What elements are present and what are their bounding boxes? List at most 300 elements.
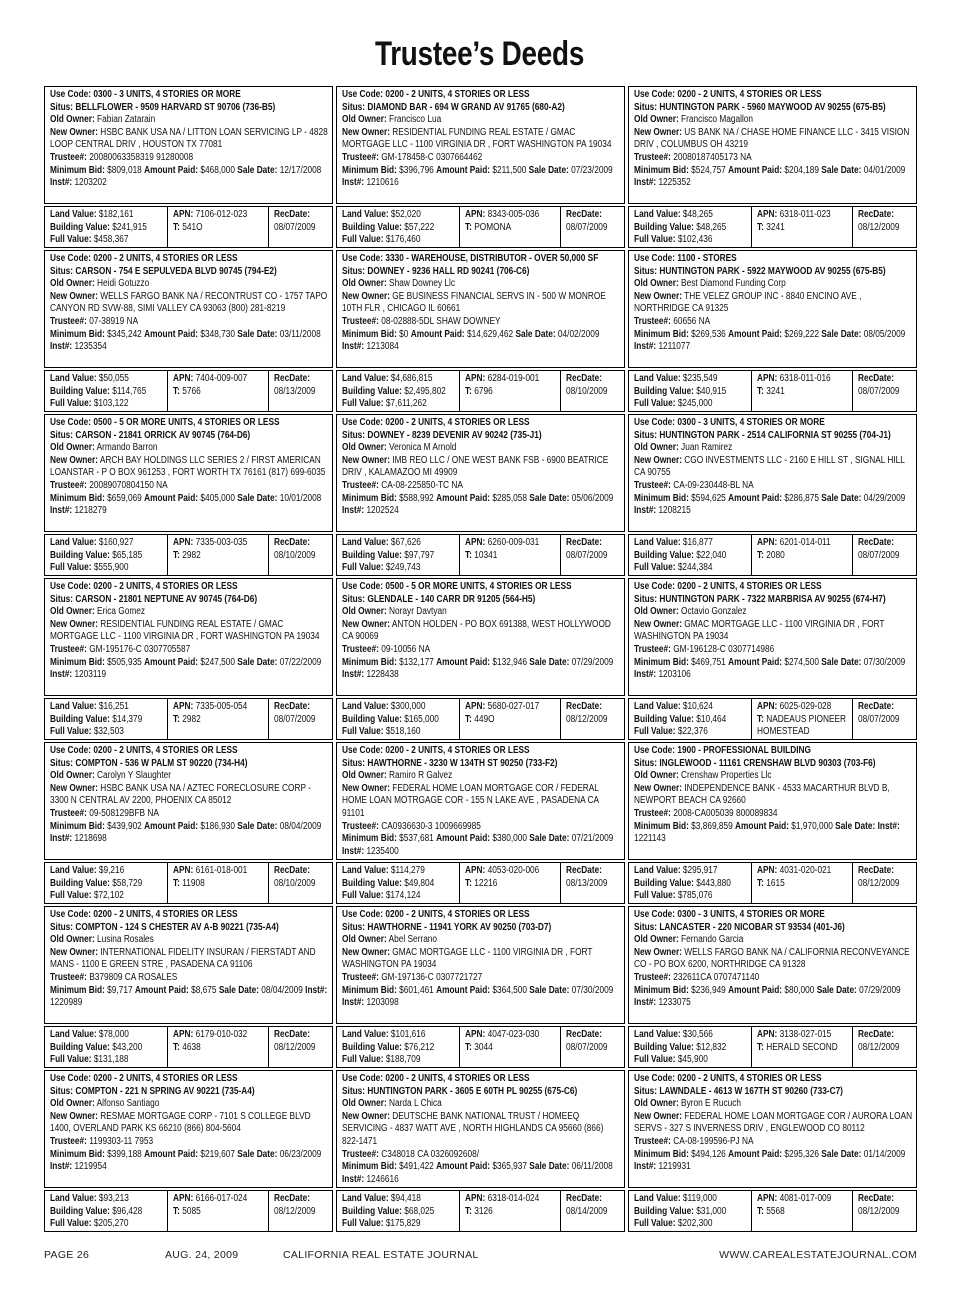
- building-value-label: Building Value:: [634, 1041, 694, 1053]
- inst-label: Inst#:: [634, 1161, 657, 1173]
- trustee-line: [634, 480, 913, 493]
- old-owner-line: [634, 934, 913, 947]
- land-value-line: [342, 373, 457, 386]
- new-owner-label: New Owner:: [50, 1110, 98, 1122]
- building-value-label: Building Value:: [634, 713, 694, 725]
- sale-date-value: 07/30/2009: [571, 984, 614, 996]
- old-owner-label: Old Owner:: [50, 278, 95, 290]
- trustee-value: 20089070804150 NA: [89, 479, 168, 491]
- apn-line: [465, 209, 558, 222]
- use-code-line: [342, 253, 621, 266]
- apn-label: APN:: [757, 537, 778, 548]
- apn-value: 6284-019-001: [487, 373, 540, 384]
- situs-value: HUNTINGTON PARK - 3605 E 60TH PL 90255 (675-C6): [367, 1085, 578, 1097]
- situs-label: Situs:: [50, 101, 74, 113]
- recdate-cell: [269, 207, 332, 247]
- minimum-bid-value: $399,188: [107, 1148, 142, 1160]
- apn-cell: [460, 207, 561, 247]
- apn-cell: [752, 535, 853, 575]
- old-owner-line: [634, 442, 913, 455]
- land-value-label: Land Value:: [342, 373, 389, 384]
- recdate-value: 08/07/2009: [566, 549, 608, 561]
- situs-line: [634, 266, 913, 279]
- apn-cell: [752, 207, 853, 247]
- t-line: [757, 878, 850, 891]
- use-code-line: [634, 1073, 913, 1086]
- sale-info-line: [50, 657, 329, 682]
- apn-label: APN:: [465, 1029, 486, 1040]
- apn-value: 7335-003-035: [195, 537, 248, 548]
- amount-paid-label: Amount Paid:: [436, 492, 491, 504]
- full-value-line: [634, 890, 749, 903]
- deed-details-text: [634, 253, 913, 354]
- building-value-line: [342, 878, 457, 891]
- trustee-line: [342, 152, 621, 165]
- apn-label: APN:: [173, 1193, 194, 1204]
- recdate-label: RecDate:: [566, 1029, 602, 1040]
- sale-date-label: Sale Date:: [528, 164, 569, 176]
- minimum-bid-value: $594,625: [691, 492, 726, 504]
- full-value: $205,270: [93, 1218, 129, 1230]
- trustee-line: [342, 644, 621, 657]
- situs-line: [50, 922, 329, 935]
- full-value-line: [342, 890, 457, 903]
- inst-value: 1203106: [658, 669, 691, 681]
- trustee-line: [634, 644, 913, 657]
- deed-record: [44, 578, 333, 740]
- use-code-line: [634, 89, 913, 102]
- deed-details-box: [628, 414, 917, 532]
- trustee-label: Trustee#:: [342, 479, 379, 491]
- situs-value: LAWNDALE - 4613 W 167TH ST 90260 (733-C7): [659, 1085, 843, 1097]
- recdate-value: 08/12/2009: [274, 1205, 316, 1217]
- trustee-line: [50, 808, 329, 821]
- situs-value: HUNTINGTON PARK - 5922 MAYWOOD AV 90255 (675-B5): [659, 265, 886, 277]
- situs-label: Situs:: [634, 429, 658, 441]
- amount-paid-value: $295,326: [784, 1148, 819, 1160]
- recdate-value: 08/07/2009: [274, 713, 316, 725]
- land-value: $295,917: [682, 865, 718, 876]
- minimum-bid-value: $491,422: [399, 1161, 434, 1173]
- page-header: [0, 35, 960, 73]
- deed-details-text: [342, 1073, 621, 1186]
- use-code-label: Use Code:: [50, 1073, 92, 1084]
- inst-value: 1203202: [74, 177, 107, 189]
- trustee-value: 07-38919 NA: [89, 315, 139, 327]
- use-code-line: [634, 253, 913, 266]
- use-code-label: Use Code:: [634, 909, 676, 920]
- inst-value: 1220989: [50, 997, 83, 1009]
- old-owner-line: [342, 934, 621, 947]
- minimum-bid-label: Minimum Bid:: [342, 164, 397, 176]
- column-middle: [336, 86, 625, 1234]
- full-value-label: Full Value:: [342, 562, 384, 574]
- apn-value: 4047-023-030: [487, 1029, 540, 1040]
- inst-value: 1246616: [366, 1173, 399, 1185]
- t-value: 3126: [474, 1205, 493, 1217]
- new-owner-value: GMAC MORTGAGE LLC - 1100 VIRGINIA DR , FORT WASHINGTON PA 19034: [342, 946, 593, 971]
- old-owner-label: Old Owner:: [634, 770, 679, 782]
- minimum-bid-value: $9,717: [107, 984, 133, 996]
- land-value: $78,000: [98, 1029, 129, 1040]
- full-value-line: [50, 890, 165, 903]
- t-line: [465, 1042, 558, 1055]
- apn-cell: [168, 699, 269, 739]
- valuation-box: [628, 1026, 917, 1068]
- deed-details-box: [336, 906, 625, 1024]
- recdate-label: RecDate:: [858, 373, 894, 384]
- sale-date-label: Sale Date:: [821, 1148, 862, 1160]
- situs-value: HUNTINGTON PARK - 7322 MARBRISA AV 90255 (674-H7): [659, 593, 886, 605]
- old-owner-label: Old Owner:: [634, 934, 679, 946]
- old-owner-label: Old Owner:: [342, 770, 387, 782]
- apn-line: [757, 373, 850, 386]
- recdate-cell: [561, 371, 624, 411]
- inst-label: Inst#:: [50, 1161, 73, 1173]
- trustee-line: [342, 316, 621, 329]
- t-line: [757, 222, 850, 235]
- land-value-line: [50, 373, 165, 386]
- t-label: T:: [465, 549, 472, 561]
- t-value: 12216: [474, 877, 498, 889]
- minimum-bid-value: $494,126: [691, 1148, 726, 1160]
- full-value-label: Full Value:: [342, 398, 384, 410]
- deed-details-box: [44, 742, 333, 860]
- minimum-bid-value: $588,992: [399, 492, 434, 504]
- building-value: $14,379: [112, 713, 143, 725]
- new-owner-label: New Owner:: [342, 618, 390, 630]
- new-owner-line: [342, 619, 621, 644]
- building-value-line: [634, 714, 749, 727]
- building-value-label: Building Value:: [634, 1205, 694, 1217]
- building-value-line: [342, 1042, 457, 1055]
- inst-label: Inst#:: [342, 341, 365, 353]
- t-line: [173, 550, 266, 563]
- building-value: $57,222: [404, 221, 435, 233]
- sale-date-label: Sale Date:: [515, 328, 556, 340]
- recdate-label: RecDate:: [274, 209, 310, 220]
- sale-info-line: [342, 165, 621, 190]
- new-owner-value: FEDERAL HOME LOAN MORTGAGE COR / FEDERAL HOME LOAN MOTRGAGE COR - 155 N LAKE AVE , PASADENA CA 91101: [342, 782, 599, 819]
- land-value-line: [634, 1029, 749, 1042]
- sale-date-value: 04/01/2009: [863, 164, 906, 176]
- deed-details-text: [50, 909, 329, 1010]
- trustee-line: [342, 821, 621, 834]
- land-value: $235,549: [682, 373, 718, 384]
- apn-label: APN:: [757, 209, 778, 220]
- use-code-label: Use Code:: [342, 1073, 384, 1084]
- t-label: T:: [465, 385, 472, 397]
- sale-date-value: 08/05/2009: [863, 328, 906, 340]
- use-code-value: 0300 - 3 UNITS, 4 STORIES OR MORE: [677, 909, 825, 920]
- building-value-label: Building Value:: [50, 1041, 110, 1053]
- situs-label: Situs:: [50, 921, 74, 933]
- amount-paid-value: $285,058: [492, 492, 527, 504]
- land-value-label: Land Value:: [634, 537, 681, 548]
- amount-paid-label: Amount Paid:: [728, 984, 783, 996]
- apn-value: 6166-017-024: [195, 1193, 248, 1204]
- t-value: 5568: [766, 1205, 785, 1217]
- recdate-label: RecDate:: [274, 1029, 310, 1040]
- recdate-cell: [853, 699, 916, 739]
- situs-label: Situs:: [634, 101, 658, 113]
- sale-info-line: [50, 493, 329, 518]
- use-code-line: [342, 745, 621, 758]
- apn-cell: [752, 1027, 853, 1067]
- sale-info-line: [50, 821, 329, 846]
- deed-details-box: [628, 742, 917, 860]
- full-value-label: Full Value:: [634, 398, 676, 410]
- full-value-line: [634, 562, 749, 575]
- new-owner-line: [634, 1111, 913, 1136]
- new-owner-line: [634, 291, 913, 316]
- apn-label: APN:: [757, 865, 778, 876]
- trustee-line: [342, 972, 621, 985]
- old-owner-line: [634, 770, 913, 783]
- inst-label: Inst#:: [877, 820, 900, 832]
- amount-paid-label: Amount Paid:: [144, 1148, 199, 1160]
- building-value: $58,729: [112, 877, 143, 889]
- recdate-value: 08/07/2009: [566, 1041, 608, 1053]
- recdate-cell: [853, 1027, 916, 1067]
- t-value: 2982: [182, 713, 201, 725]
- minimum-bid-label: Minimum Bid:: [634, 820, 689, 832]
- footer-publication: CALIFORNIA REAL ESTATE JOURNAL: [283, 1249, 479, 1261]
- full-value-line: [342, 1054, 457, 1067]
- minimum-bid-label: Minimum Bid:: [50, 328, 105, 340]
- amount-paid-label: Amount Paid:: [728, 656, 783, 668]
- valuation-box: [336, 1026, 625, 1068]
- full-value: $188,709: [385, 1054, 421, 1066]
- new-owner-label: New Owner:: [634, 126, 682, 138]
- t-value: HERALD SECOND: [766, 1041, 838, 1053]
- values-cell: [45, 1027, 168, 1067]
- values-cell: [629, 699, 752, 739]
- valuation-box: [44, 1026, 333, 1068]
- building-value: $76,212: [404, 1041, 435, 1053]
- building-value-line: [342, 222, 457, 235]
- building-value-line: [634, 1206, 749, 1219]
- old-owner-line: [342, 278, 621, 291]
- old-owner-value: Alfonso Santiago: [96, 1098, 160, 1110]
- sale-date-value: 07/22/2009: [279, 656, 322, 668]
- use-code-label: Use Code:: [342, 909, 384, 920]
- situs-value: HUNTINGTON PARK - 5960 MAYWOOD AV 90255 (675-B5): [659, 101, 886, 113]
- old-owner-value: Norayr Davtyan: [389, 606, 447, 618]
- trustee-line: [50, 972, 329, 985]
- new-owner-line: [50, 127, 329, 152]
- new-owner-line: [50, 291, 329, 316]
- inst-value: 1213084: [366, 341, 399, 353]
- minimum-bid-value: $3,869,859: [691, 820, 733, 832]
- t-value: POMONA: [474, 221, 512, 233]
- land-value-line: [342, 865, 457, 878]
- deed-record: [628, 906, 917, 1068]
- new-owner-label: New Owner:: [634, 618, 682, 630]
- apn-value: 6260-009-031: [487, 537, 540, 548]
- recdate-cell: [561, 699, 624, 739]
- building-value-label: Building Value:: [342, 877, 402, 889]
- land-value-line: [634, 209, 749, 222]
- sale-date-label: Sale Date:: [237, 328, 278, 340]
- full-value-line: [634, 1054, 749, 1067]
- situs-line: [50, 758, 329, 771]
- minimum-bid-value: $505,935: [107, 656, 142, 668]
- t-line: [465, 1206, 558, 1219]
- values-cell: [45, 699, 168, 739]
- minimum-bid-value: $396,796: [399, 164, 434, 176]
- land-value-line: [50, 537, 165, 550]
- land-value-line: [50, 209, 165, 222]
- full-value-label: Full Value:: [634, 562, 676, 574]
- deed-details-box: [628, 906, 917, 1024]
- building-value: $10,464: [696, 713, 727, 725]
- old-owner-value: Francisco Magallon: [681, 114, 754, 126]
- amount-paid-label: Amount Paid:: [728, 328, 783, 340]
- full-value: $102,436: [677, 234, 713, 246]
- minimum-bid-label: Minimum Bid:: [634, 984, 689, 996]
- sale-info-line: [50, 1149, 329, 1174]
- full-value-line: [50, 562, 165, 575]
- full-value-line: [50, 398, 165, 411]
- footer-url: WWW.CAREALESTATEJOURNAL.COM: [719, 1249, 917, 1261]
- full-value-label: Full Value:: [634, 234, 676, 246]
- old-owner-label: Old Owner:: [50, 606, 95, 618]
- full-value-line: [342, 1218, 457, 1231]
- old-owner-value: Best Diamond Funding Corp: [681, 278, 786, 290]
- deed-record: [44, 86, 333, 248]
- building-value-label: Building Value:: [342, 1205, 402, 1217]
- apn-cell: [460, 371, 561, 411]
- full-value-line: [634, 1218, 749, 1231]
- building-value: $165,000: [404, 713, 439, 725]
- deed-record: [336, 414, 625, 576]
- situs-line: [50, 266, 329, 279]
- building-value-label: Building Value:: [50, 877, 110, 889]
- use-code-value: 0200 - 2 UNITS, 4 STORIES OR LESS: [385, 1073, 530, 1084]
- situs-line: [634, 758, 913, 771]
- situs-value: CARSON - 21841 ORRICK AV 90745 (764-D6): [75, 429, 251, 441]
- apn-line: [465, 865, 558, 878]
- land-value-label: Land Value:: [634, 209, 681, 220]
- new-owner-value: IMB REO LLC / ONE WEST BANK FSB - 6900 BEATRICE DRIV , KALAMAZOO MI 49909: [342, 454, 609, 479]
- recdate-value: 08/10/2009: [274, 877, 316, 889]
- deed-record: [44, 250, 333, 412]
- minimum-bid-value: $601,461: [399, 984, 434, 996]
- valuation-box: [628, 1190, 917, 1232]
- recdate-cell: [269, 1027, 332, 1067]
- new-owner-value: THE VELEZ GROUP INC - 8840 ENCINO AVE , NORTHRIDGE CA 91325: [634, 290, 862, 315]
- sale-date-value: 01/14/2009: [863, 1148, 906, 1160]
- minimum-bid-label: Minimum Bid:: [634, 164, 689, 176]
- land-value: $114,279: [390, 865, 425, 876]
- old-owner-line: [634, 1098, 913, 1111]
- sale-date-value: 07/23/2009: [571, 164, 613, 176]
- new-owner-label: New Owner:: [50, 618, 98, 630]
- use-code-value: 0200 - 2 UNITS, 4 STORIES OR LESS: [93, 745, 238, 756]
- amount-paid-value: $405,000: [200, 492, 235, 504]
- full-value-line: [342, 398, 457, 411]
- t-value: 5085: [182, 1205, 201, 1217]
- amount-paid-value: $186,930: [200, 820, 235, 832]
- t-value: 5766: [182, 385, 201, 397]
- apn-cell: [168, 1027, 269, 1067]
- t-line: [757, 386, 850, 399]
- recdate-cell: [269, 535, 332, 575]
- deed-details-text: [50, 1073, 329, 1174]
- situs-value: DOWNEY - 8239 DEVENIR AV 90242 (735-J1): [367, 429, 542, 441]
- land-value-label: Land Value:: [342, 1029, 389, 1040]
- trustee-label: Trustee#:: [50, 315, 87, 327]
- old-owner-line: [342, 442, 621, 455]
- use-code-line: [342, 581, 621, 594]
- amount-paid-label: Amount Paid:: [144, 328, 199, 340]
- t-label: T:: [465, 1205, 472, 1217]
- situs-line: [342, 1086, 621, 1099]
- land-value: $9,216: [98, 865, 125, 876]
- use-code-value: 0200 - 2 UNITS, 4 STORIES OR LESS: [93, 581, 238, 592]
- use-code-label: Use Code:: [634, 1073, 676, 1084]
- new-owner-label: New Owner:: [342, 454, 390, 466]
- new-owner-value: RESMAE MORTGAGE CORP - 7101 S COLLEGE BLVD 1400, OVERLAND PARK KS 66210 (866) 804-5604: [50, 1110, 311, 1135]
- use-code-label: Use Code:: [50, 89, 92, 100]
- apn-value: 6201-014-011: [779, 537, 831, 548]
- sale-info-line: [634, 165, 913, 190]
- inst-value: 1218698: [74, 833, 107, 845]
- deed-details-box: [628, 86, 917, 204]
- minimum-bid-value: $132,177: [399, 656, 434, 668]
- building-value-line: [634, 550, 749, 563]
- deed-record: [628, 414, 917, 576]
- trustee-label: Trustee#:: [634, 643, 671, 655]
- building-value: $241,915: [112, 221, 147, 233]
- land-value-label: Land Value:: [342, 209, 389, 220]
- new-owner-line: [634, 455, 913, 480]
- sale-info-line: [342, 985, 621, 1010]
- recdate-label: RecDate:: [566, 373, 602, 384]
- new-owner-label: New Owner:: [50, 782, 98, 794]
- inst-value: 1235400: [366, 845, 399, 857]
- land-value-line: [50, 1193, 165, 1206]
- trustee-label: Trustee#:: [342, 971, 379, 983]
- deed-details-text: [50, 417, 329, 518]
- land-value: $67,626: [390, 537, 421, 548]
- full-value-label: Full Value:: [634, 1054, 676, 1066]
- column-right: [628, 86, 917, 1234]
- minimum-bid-label: Minimum Bid:: [50, 984, 105, 996]
- situs-label: Situs:: [634, 757, 658, 769]
- t-label: T:: [465, 221, 472, 233]
- sale-info-line: [50, 329, 329, 354]
- inst-label: Inst#:: [342, 1173, 365, 1185]
- situs-label: Situs:: [342, 101, 366, 113]
- t-line: [757, 714, 850, 739]
- sale-date-label: Sale Date:: [821, 492, 862, 504]
- building-value-line: [342, 550, 457, 563]
- recdate-value: 08/07/2009: [858, 549, 900, 561]
- amount-paid-value: $211,500: [492, 164, 527, 176]
- situs-label: Situs:: [50, 757, 74, 769]
- building-value-label: Building Value:: [342, 385, 402, 397]
- use-code-label: Use Code:: [634, 417, 676, 428]
- use-code-value: 0200 - 2 UNITS, 4 STORIES OR LESS: [677, 1073, 822, 1084]
- trustee-value: B379809 CA ROSALES: [89, 971, 178, 983]
- building-value-line: [50, 878, 165, 891]
- recdate-value: 08/10/2009: [274, 549, 316, 561]
- sale-date-label: Sale Date:: [529, 833, 570, 845]
- t-label: T:: [465, 713, 472, 725]
- inst-value: 1228438: [366, 669, 399, 681]
